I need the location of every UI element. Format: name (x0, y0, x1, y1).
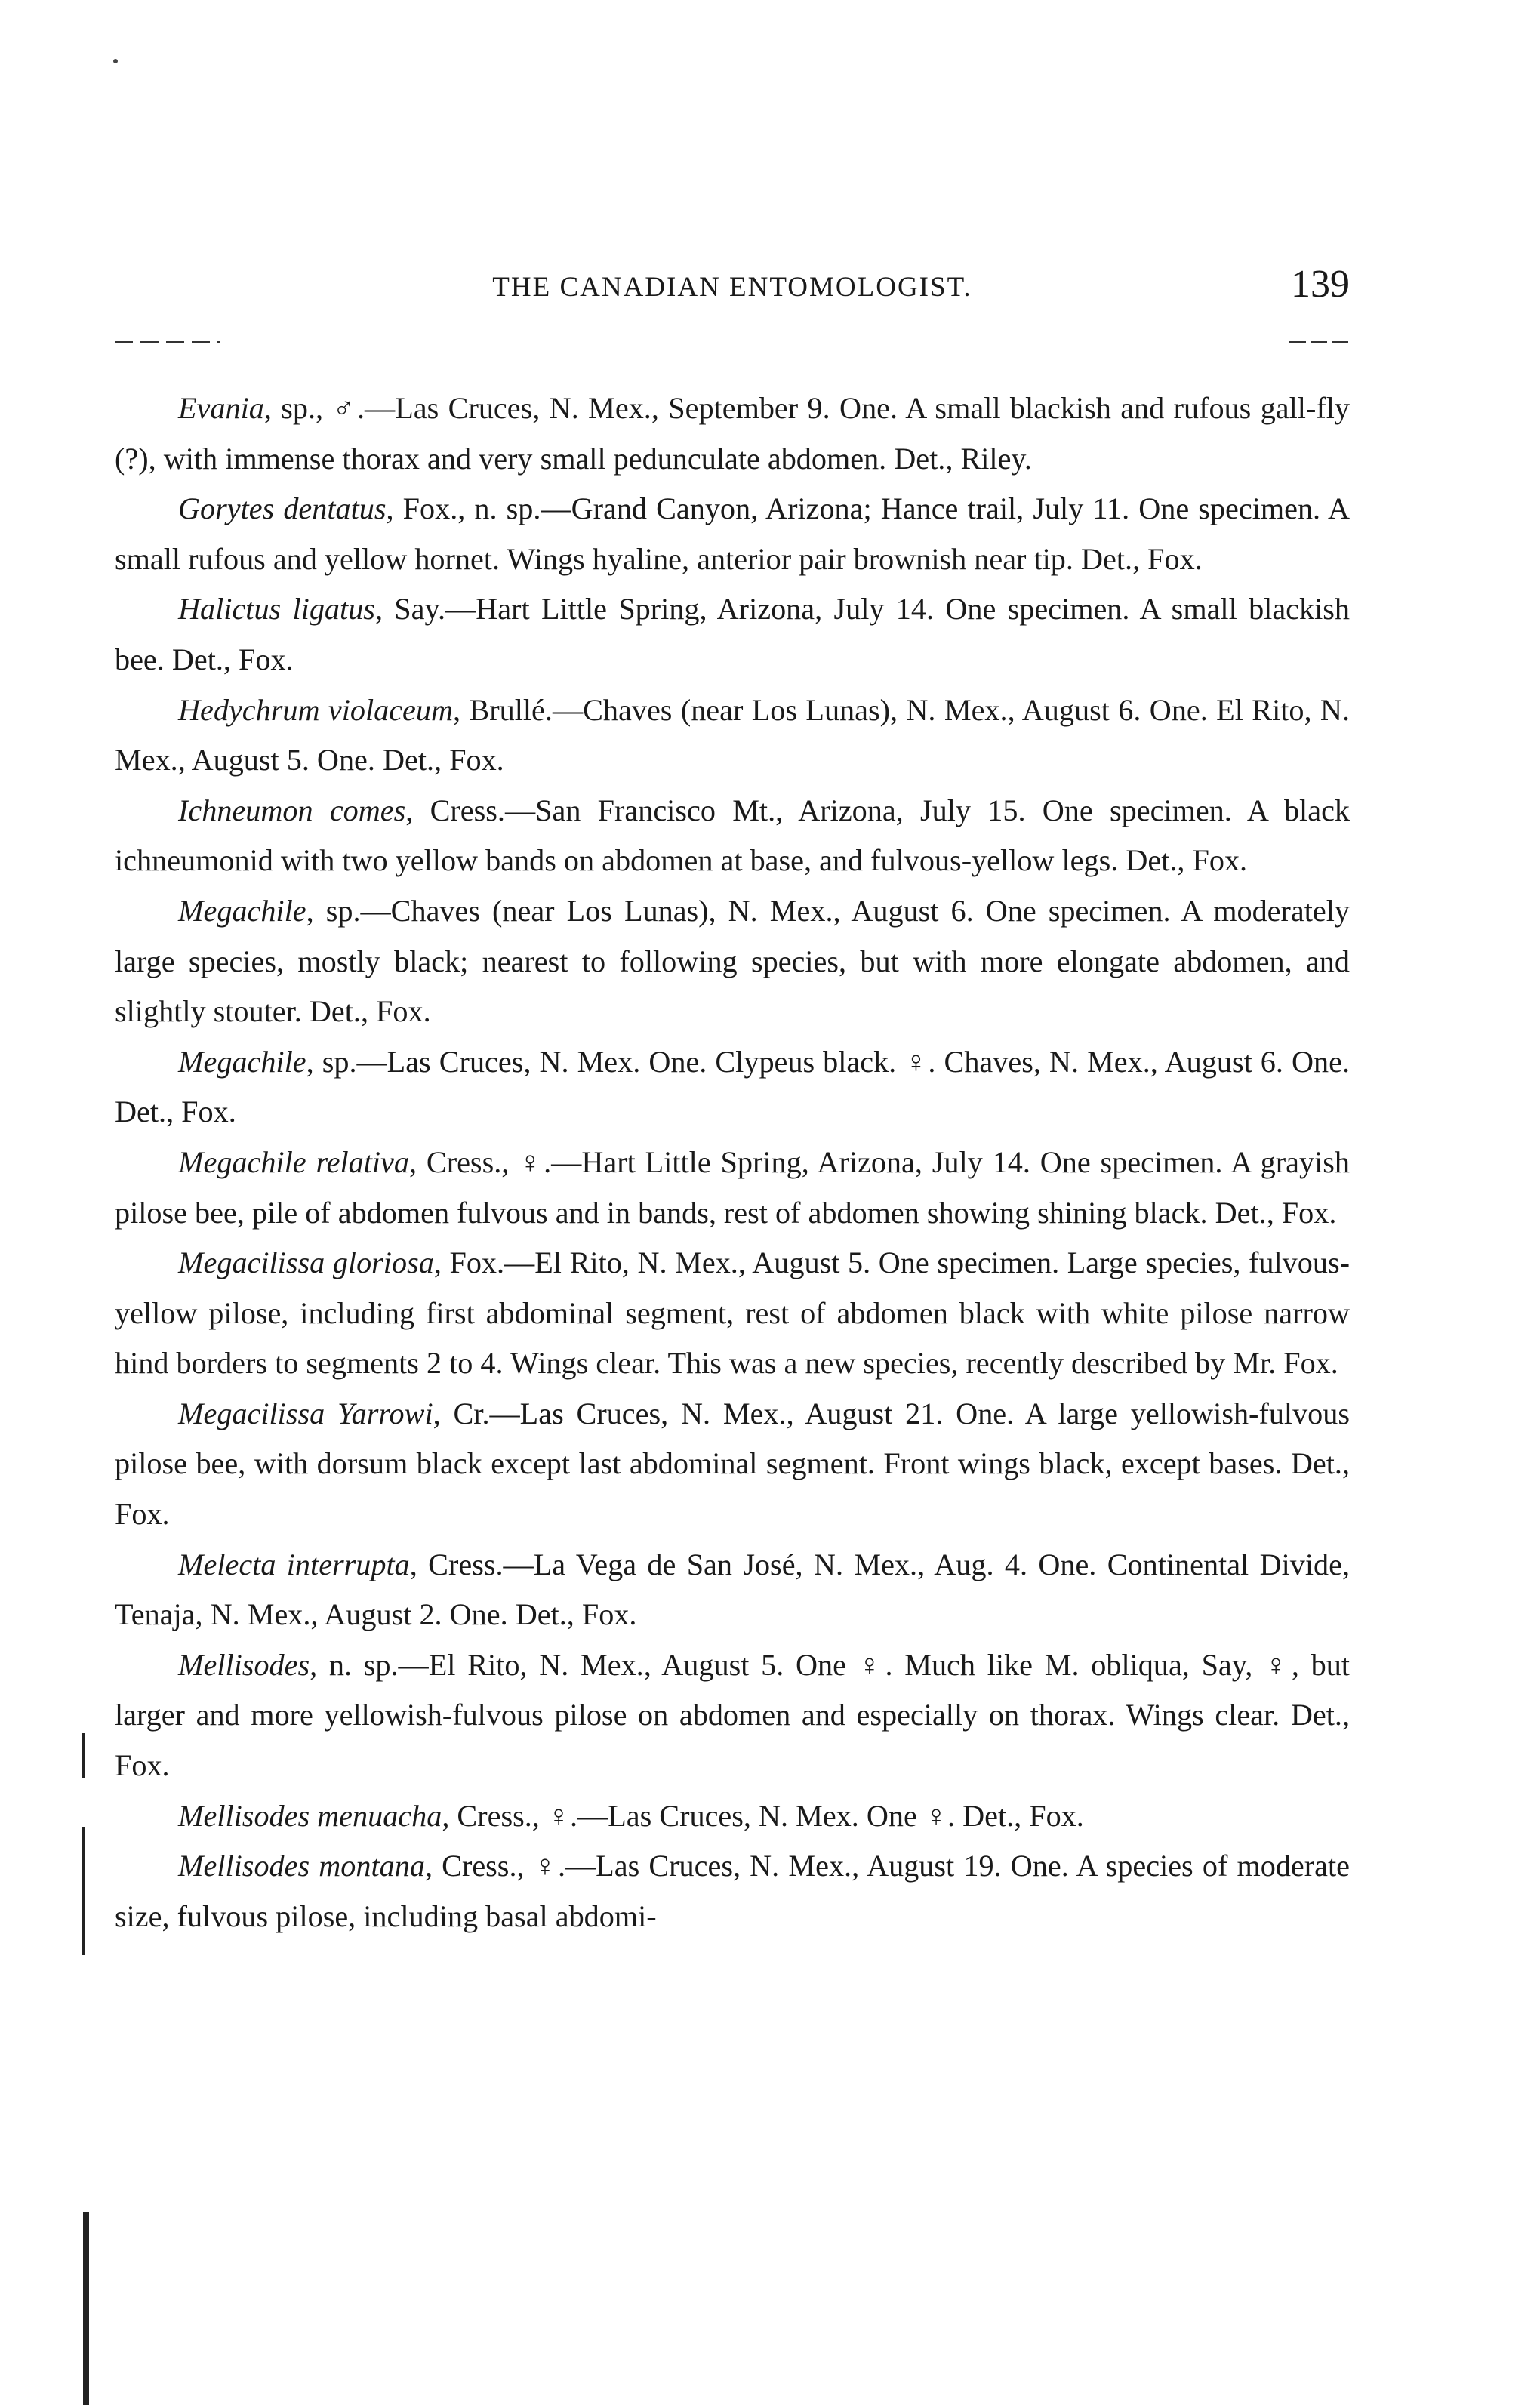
species-name: Mellisodes menuacha (178, 1798, 442, 1833)
entry-text: , Cress., ♀.—Las Cruces, N. Mex., August 19. One. A species of moderate size, fulvous pilose, including basal abdomi- (115, 1849, 1350, 1933)
species-entry (115, 484, 1350, 584)
entry-text: , n. sp.—El Rito, N. Mex., August 5. One ♀. Much like M. obliqua, Say, ♀, but larger and more yellowish-fulvous pilose on abdomen and especially on thorax. Wings clear. Det., Fox. (115, 1647, 1350, 1783)
entry-text: , Cress.—La Vega de San José, N. Mex., Aug. 4. One. Continental Divide, Tenaja, N. Mex., August 2. One. Det., Fox. (115, 1547, 1350, 1632)
species-name: Mellisodes (178, 1647, 310, 1682)
entry-text: , Cress.—San Francisco Mt., Arizona, July 15. One specimen. A black ichneumonid with two yellow bands on abdomen at base, and fulvous-yellow legs. Det., Fox. (115, 793, 1350, 878)
species-name: Mellisodes montana (178, 1849, 425, 1883)
species-entry (115, 1389, 1350, 1540)
page-number: 139 (1291, 263, 1350, 306)
entry-text: , Cress., ♀.—Las Cruces, N. Mex. One ♀. Det., Fox. (442, 1798, 1084, 1833)
entry-text: , Say.—Hart Little Spring, Arizona, July 14. One specimen. A small blackish bee. Det., Fox. (115, 592, 1350, 676)
species-name: Gorytes dentatus (178, 491, 387, 526)
species-entry (115, 1238, 1350, 1389)
species-name: Megachile (178, 1044, 306, 1079)
species-entry (115, 1640, 1350, 1791)
document-page (115, 0, 1350, 2405)
entry-text: , sp.—Chaves (near Los Lunas), N. Mex., August 6. One specimen. A moderately large species, mostly black; nearest to following species, but with more elongate abdomen, and slightly stouter. Det., Fox. (115, 893, 1350, 1029)
species-entry (115, 685, 1350, 786)
species-name: Megachile relativa (178, 1144, 409, 1179)
entry-text: , Cr.—Las Cruces, N. Mex., August 21. One. A large yellowish-fulvous pilose bee, with dorsum black except last abdominal segment. Front wings black, except bases. Det., Fox. (115, 1396, 1351, 1532)
species-name: Megachile (178, 893, 306, 928)
scan-margin-mark (82, 1827, 85, 1955)
header-rule-left (115, 341, 220, 343)
scan-margin-mark (83, 2212, 89, 2405)
species-entry (115, 1037, 1350, 1138)
species-name: Megacilissa Yarrowi (178, 1396, 433, 1430)
species-name: Halictus ligatus (178, 592, 375, 627)
entry-text: , sp., ♂.—Las Cruces, N. Mex., September 9. One. A small blackish and rufous gall-fly (?), with immense thorax and very small pedunculate abdomen. Det., Riley. (115, 391, 1350, 476)
species-entry (115, 1540, 1350, 1640)
species-name: Evania (178, 391, 264, 425)
running-head (115, 263, 1350, 321)
entry-text: , Fox., n. sp.—Grand Canyon, Arizona; Hance trail, July 11. One specimen. A small rufous and yellow hornet. Wings hyaline, anterior pair brownish near tip. Det., Fox. (115, 491, 1350, 576)
scan-margin-mark (82, 1733, 85, 1778)
species-entry (115, 1791, 1350, 1842)
species-entry (115, 584, 1350, 685)
species-entry (115, 886, 1350, 1037)
species-entry (115, 1138, 1350, 1238)
species-entry (115, 786, 1350, 886)
header-rule-right (1289, 341, 1350, 343)
entry-text: , sp.—Las Cruces, N. Mex. One. Clypeus black. ♀. Chaves, N. Mex., August 6. One. Det., Fox. (115, 1044, 1350, 1129)
species-name: Hedychrum violaceum (178, 692, 454, 727)
running-title: THE CANADIAN ENTOMOLOGIST. (492, 272, 972, 303)
species-name: Megacilissa gloriosa (178, 1246, 434, 1280)
body-text (115, 383, 1350, 1942)
entry-text: , Brullé.—Chaves (near Los Lunas), N. Mex., August 6. One. El Rito, N. Mex., August 5. One. Det., Fox. (115, 692, 1350, 778)
species-name: Ichneumon comes (178, 793, 406, 827)
species-entry (115, 1841, 1350, 1942)
entry-text: , Cress., ♀.—Hart Little Spring, Arizona, July 14. One specimen. A grayish pilose bee, pile of abdomen fulvous and in bands, rest of abdomen showing shining black. Det., Fox. (115, 1144, 1350, 1230)
species-entry (115, 383, 1350, 484)
entry-text: , Fox.—El Rito, N. Mex., August 5. One specimen. Large species, fulvous-yellow pilose, including first abdominal segment, rest of abdomen black with white pilose narrow hind borders to segments 2 to 4. Wings clear. This was a new species, recently described by Mr. Fox. (115, 1246, 1350, 1381)
species-name: Melecta interrupta (178, 1547, 410, 1581)
